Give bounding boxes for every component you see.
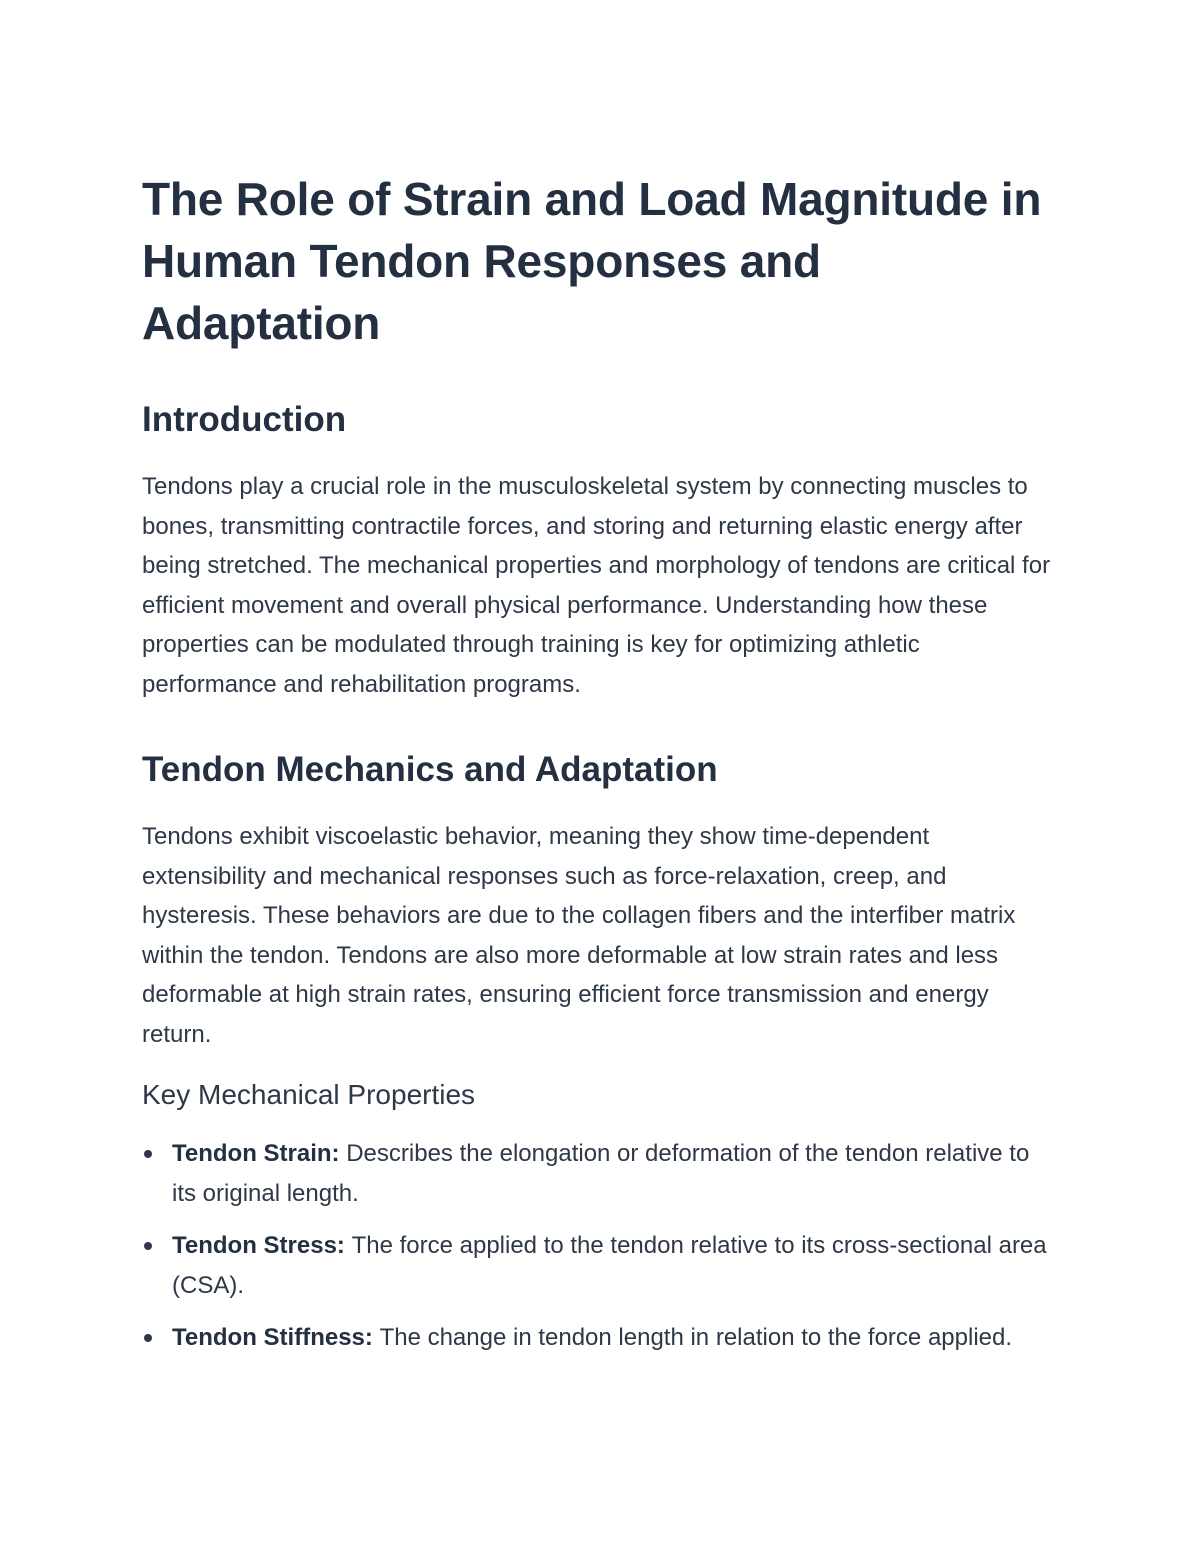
subheading-key-mechanical-properties: Key Mechanical Properties <box>142 1079 476 1110</box>
list-item-term: Tendon Stiffness: <box>172 1324 380 1351</box>
list-item-text: The change in tendon length in relation to the force applied. <box>379 1324 1013 1351</box>
section-heading-tendon-mechanics: Tendon Mechanics and Adaptation <box>142 750 718 789</box>
section-heading-introduction: Introduction <box>142 400 347 439</box>
mechanical-properties-list <box>142 1134 1052 1358</box>
bullet-icon <box>144 1150 152 1158</box>
document-title: The Role of Strain and Load Magnitude in Human Tendon Responses and Adaptation <box>142 173 1042 349</box>
document-page <box>142 168 1052 1371</box>
list-item <box>142 1134 1052 1213</box>
introduction-paragraph: Tendons play a crucial role in the musculoskeletal system by connecting muscles to bones, transmitting contractile forces, and storing and returning elastic energy after being stretched. The mechanical properties and morphology of tendons are critical for efficient movement and overall physical performance. Understanding how these properties can be modulated through training is key for optimizing athletic performance and rehabilitation programs. <box>142 473 1051 698</box>
list-item-text: The force applied to the tendon relative to its cross-sectional area (CSA). <box>172 1232 1047 1299</box>
tendon-mechanics-paragraph: Tendons exhibit viscoelastic behavior, meaning they show time-dependent extensibility and mechanical responses such as force-relaxation, creep, and hysteresis. These behaviors are due to the collagen fibers and the interfiber matrix within the tendon. Tendons are also more deformable at low strain rates and less deformable at high strain rates, ensuring efficient force transmission and energy return. <box>142 823 1016 1048</box>
list-item-term: Tendon Strain: <box>172 1140 347 1167</box>
list-item-text: Describes the elongation or deformation of the tendon relative to its original length. <box>172 1140 1030 1207</box>
list-item <box>142 1226 1052 1305</box>
list-item <box>142 1318 1052 1358</box>
bullet-icon <box>144 1242 152 1250</box>
bullet-icon <box>144 1334 152 1342</box>
list-item-term: Tendon Stress: <box>172 1232 352 1259</box>
